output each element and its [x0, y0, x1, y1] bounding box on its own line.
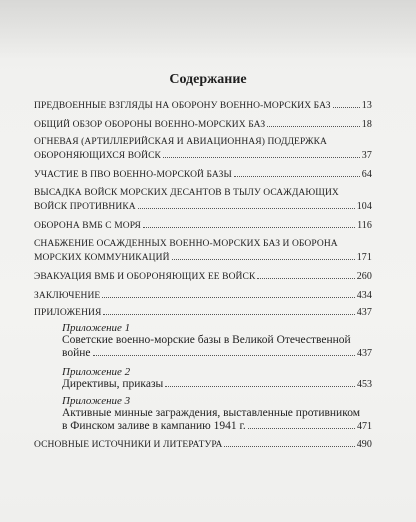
toc-entry-title-line2: МОРСКИХ КОММУНИКАЦИЙ — [34, 253, 170, 263]
toc-entry[interactable] — [34, 136, 372, 163]
leader-dots — [267, 126, 360, 127]
toc-page-number: 18 — [361, 119, 372, 130]
leader-dots — [102, 297, 354, 298]
toc-page-number: 471 — [357, 421, 372, 432]
toc-entry-title: ОСНОВНЫЕ ИСТОЧНИКИ И ЛИТЕРАТУРА — [34, 440, 223, 450]
leader-dots — [234, 176, 360, 177]
toc-entry-title: ЗАКЛЮЧЕНИЕ — [34, 291, 101, 301]
toc-page-number: 171 — [356, 252, 372, 263]
toc-entry-title: ПРЕДВОЕННЫЕ ВЗГЛЯДЫ НА ОБОРОНУ ВОЕННО-МОРСКИХ БАЗ — [34, 101, 331, 111]
leader-dots — [257, 278, 354, 279]
toc-page-number: 260 — [356, 271, 372, 282]
toc-entry[interactable] — [34, 118, 372, 132]
toc-entry-title-line2: ОБОРОНЯЮЩИХСЯ ВОЙСК — [34, 151, 161, 161]
leader-dots — [138, 208, 355, 209]
appendix-label: Приложение 2 — [62, 366, 131, 378]
appendix-label: Приложение 3 — [62, 395, 131, 407]
toc-entry[interactable] — [34, 238, 372, 265]
toc-page-number: 116 — [357, 220, 372, 231]
toc-page-number: 490 — [356, 439, 372, 450]
toc-entry-title-line1: ВЫСАДКА ВОЙСК МОРСКИХ ДЕСАНТОВ В ТЫЛУ ОСАЖДАЮЩИХ — [34, 188, 339, 198]
leader-dots — [224, 446, 354, 447]
toc-entry-title: ОБЩИЙ ОБЗОР ОБОРОНЫ ВОЕННО-МОРСКИХ БАЗ — [34, 120, 266, 130]
appendix-title-line1: Советские военно-морские базы в Великой Отечественной — [62, 334, 351, 346]
toc-entry[interactable] — [34, 219, 372, 233]
toc-entry[interactable] — [34, 168, 372, 182]
toc-page-number: 64 — [361, 169, 372, 180]
toc-entry[interactable] — [34, 270, 372, 284]
toc-page-number: 434 — [356, 290, 372, 301]
toc-entry-title-line1: СНАБЖЕНИЕ ОСАЖДЕННЫХ ВОЕННО-МОРСКИХ БАЗ И ОБОРОНА — [34, 239, 338, 249]
appendix-label: Приложение 1 — [62, 322, 131, 334]
toc-entry[interactable] — [34, 438, 372, 452]
appendix-title: Директивы, приказы — [62, 378, 164, 390]
toc-page-number: 13 — [361, 100, 372, 111]
toc-page-number: 437 — [356, 307, 372, 318]
toc-appendix[interactable] — [62, 322, 372, 360]
leader-dots — [165, 386, 355, 387]
appendix-title-line1: Активные минные заграждения, выставленные противником — [62, 407, 361, 419]
toc-page-number: 104 — [356, 201, 372, 212]
toc-page-number: 37 — [361, 150, 372, 161]
leader-dots — [172, 259, 355, 260]
toc-appendix[interactable] — [62, 395, 372, 433]
toc-entry-title: УЧАСТИЕ В ПВО ВОЕННО-МОРСКОЙ БАЗЫ — [34, 170, 232, 180]
toc-entry[interactable] — [34, 306, 372, 320]
toc-entry[interactable] — [34, 99, 372, 113]
toc-appendix[interactable] — [62, 366, 372, 391]
leader-dots — [163, 157, 360, 158]
leader-dots — [93, 355, 355, 356]
toc-entry-title: ЭВАКУАЦИЯ ВМБ И ОБОРОНЯЮЩИХ ЕЕ ВОЙСК — [34, 272, 256, 282]
toc-page-number: 437 — [357, 348, 372, 359]
appendix-title-line2: в Финском заливе в кампанию 1941 г. — [62, 420, 246, 432]
toc-entry[interactable] — [34, 289, 372, 303]
toc-entry-title: ПРИЛОЖЕНИЯ — [34, 308, 102, 318]
leader-dots — [143, 227, 355, 228]
toc-page-number: 453 — [357, 379, 372, 390]
leader-dots — [333, 107, 360, 108]
toc-entry-title-line2: ВОЙСК ПРОТИВНИКА — [34, 202, 136, 212]
leader-dots — [103, 314, 354, 315]
toc-entry-title: ОБОРОНА ВМБ С МОРЯ — [34, 221, 141, 231]
leader-dots — [248, 428, 355, 429]
page-title: Содержание — [169, 72, 247, 87]
toc-entry-title-line1: ОГНЕВАЯ (АРТИЛЛЕРИЙСКАЯ И АВИАЦИОННАЯ) ПОДДЕРЖКА — [34, 137, 328, 147]
toc-entry[interactable] — [34, 187, 372, 214]
appendix-title-line2: войне — [62, 347, 91, 359]
